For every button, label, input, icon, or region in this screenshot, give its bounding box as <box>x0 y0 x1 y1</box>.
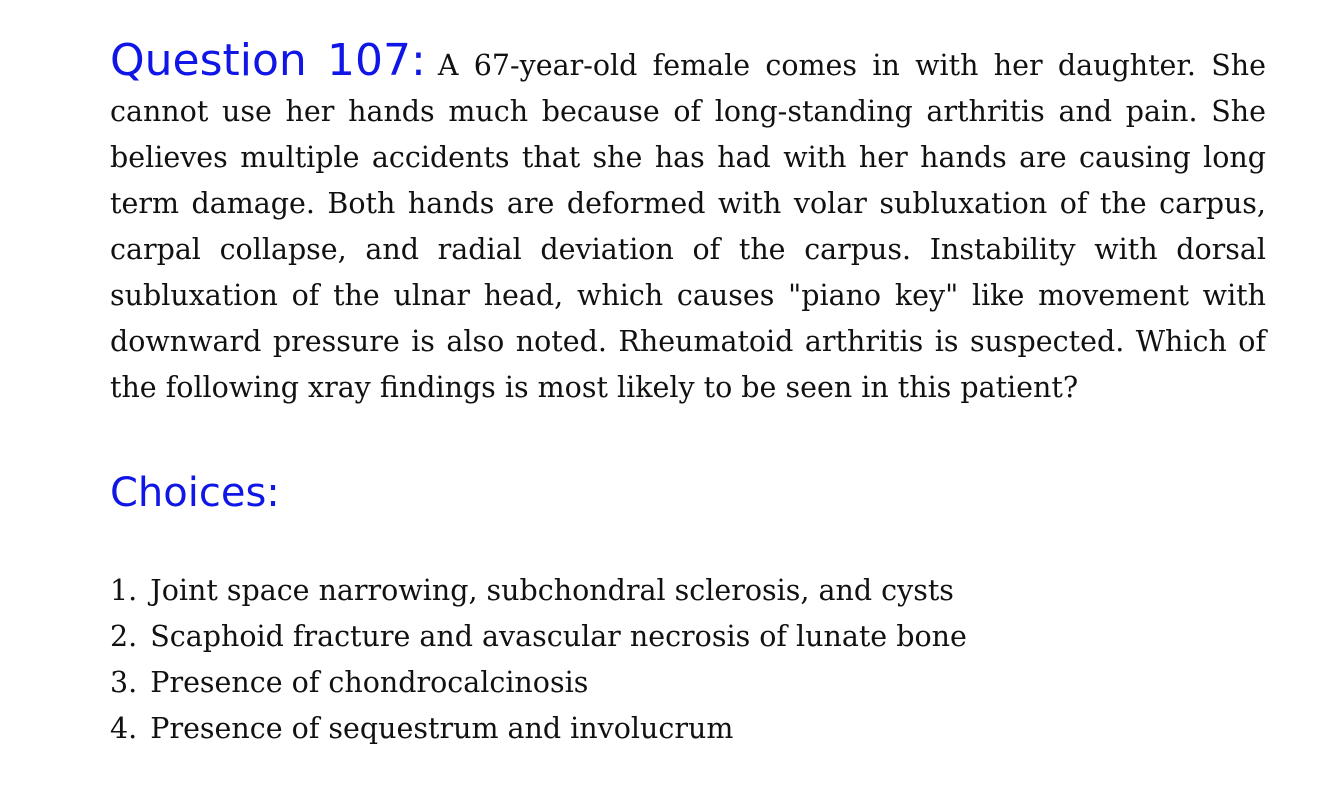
choice-text: Presence of chondrocalcinosis <box>150 666 589 699</box>
choice-number: 2. <box>110 620 138 653</box>
choice-text: Joint space narrowing, subchondral sclerosis, and cysts <box>150 574 954 607</box>
choices-list <box>110 568 1266 752</box>
choice-item-2 <box>110 614 1266 660</box>
choice-item-4 <box>110 706 1266 752</box>
choice-text: Scaphoid fracture and avascular necrosis of lunate bone <box>150 620 967 653</box>
question-block <box>110 35 1266 411</box>
choice-number: 4. <box>110 712 138 745</box>
choice-item-3 <box>110 660 1266 706</box>
question-text: A 67-year-old female comes in with her daughter. She cannot use her hands much because of long-standing arthritis and pain. She believes multiple accidents that she has had with her hands are causing long term damage. Both hands are deformed with volar subluxation of the carpus, carpal collapse, and radial deviation of the carpus. Instability with dorsal subluxation of the ulnar head, which causes "piano key" like movement with downward pressure is also noted. Rheumatoid arthritis is suspected. Which of the following xray findings is most likely to be seen in this patient? <box>110 49 1266 404</box>
choice-text: Presence of sequestrum and involucrum <box>150 712 734 745</box>
choice-item-1 <box>110 568 1266 614</box>
choice-number: 3. <box>110 666 138 699</box>
choice-number: 1. <box>110 574 138 607</box>
choices-heading: Choices: <box>110 470 280 516</box>
question-title: Question 107: <box>110 35 426 86</box>
